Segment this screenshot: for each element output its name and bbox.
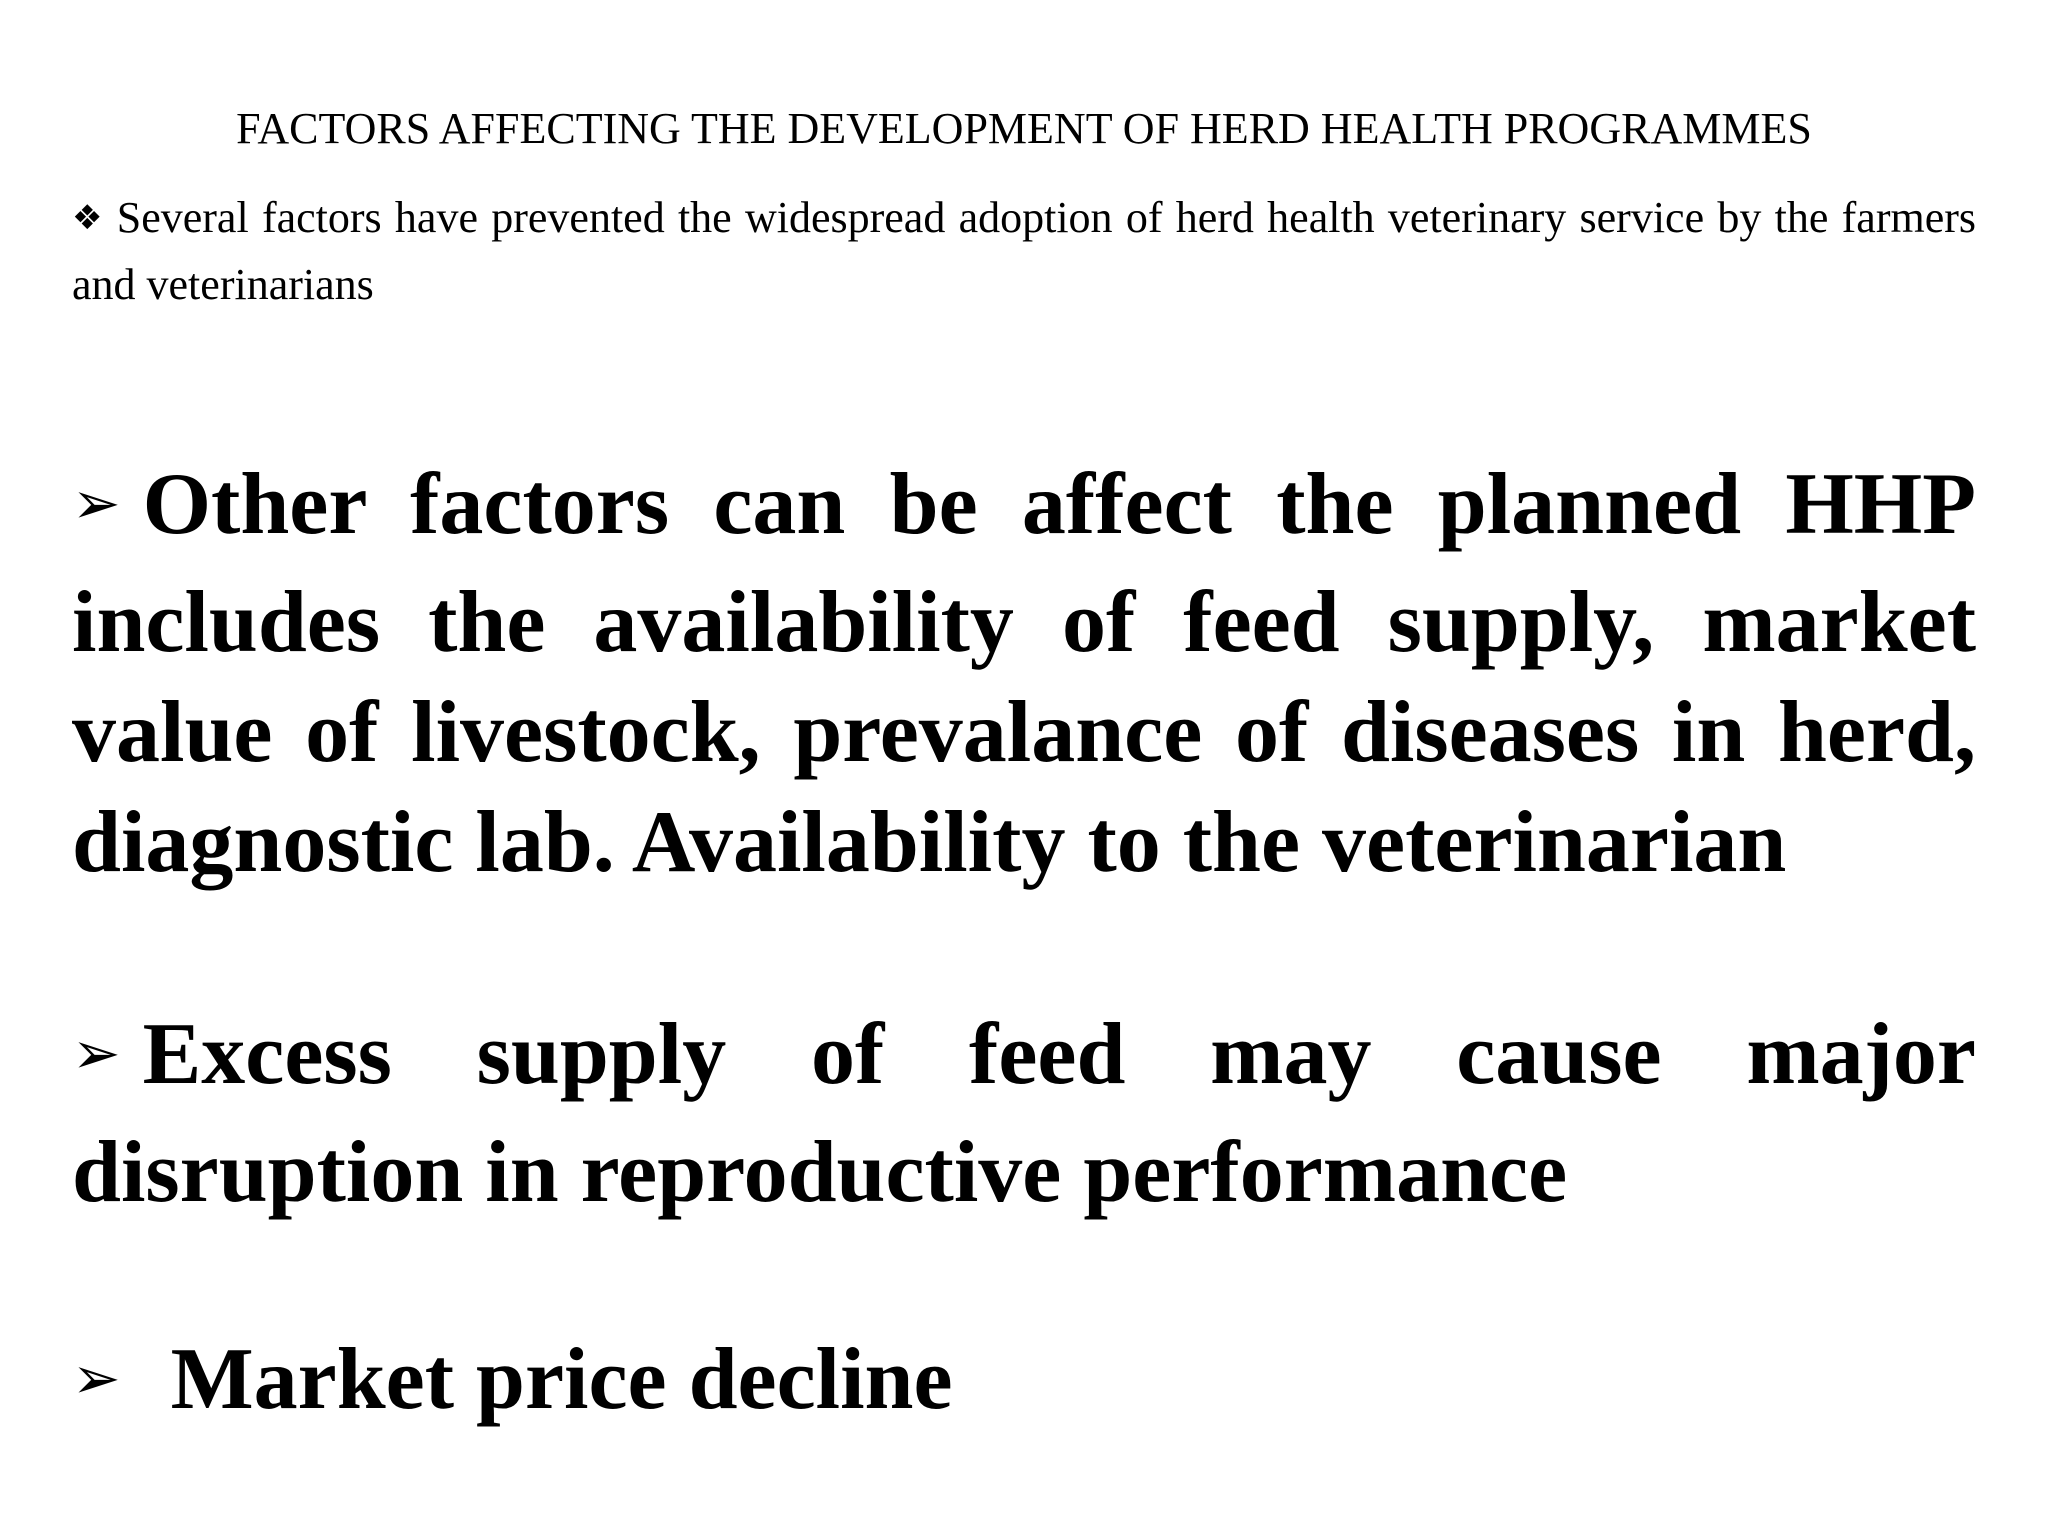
bullet-point-3-text: Market price decline <box>170 1331 953 1428</box>
bullet-point-1 <box>72 450 1976 898</box>
bullet-point-2 <box>72 1000 1976 1228</box>
arrowhead-bullet-icon: ➢ <box>72 1344 121 1412</box>
intro-bullet <box>72 186 1976 317</box>
four-diamond-bullet-icon: ❖ <box>72 198 105 238</box>
slide-title: FACTORS AFFECTING THE DEVELOPMENT OF HERD HEALTH PROGRAMMES <box>236 104 1812 153</box>
bullet-point-3 <box>72 1325 1976 1443</box>
intro-text: Several factors have prevented the widespread adoption of herd health veterinary service by the farmers and veterinarians <box>72 193 1977 309</box>
arrowhead-bullet-icon: ➢ <box>72 1019 121 1087</box>
bullet-point-2-text: Excess supply of feed may cause major disruption in reproductive performance <box>72 1006 1976 1221</box>
arrowhead-bullet-icon: ➢ <box>72 469 121 537</box>
bullet-point-1-text: Other factors can be affect the planned HHP includes the availability of feed supply, market value of livestock, prevalance of diseases in herd, diagnostic lab. Availability to the veterinarian <box>72 456 1976 891</box>
